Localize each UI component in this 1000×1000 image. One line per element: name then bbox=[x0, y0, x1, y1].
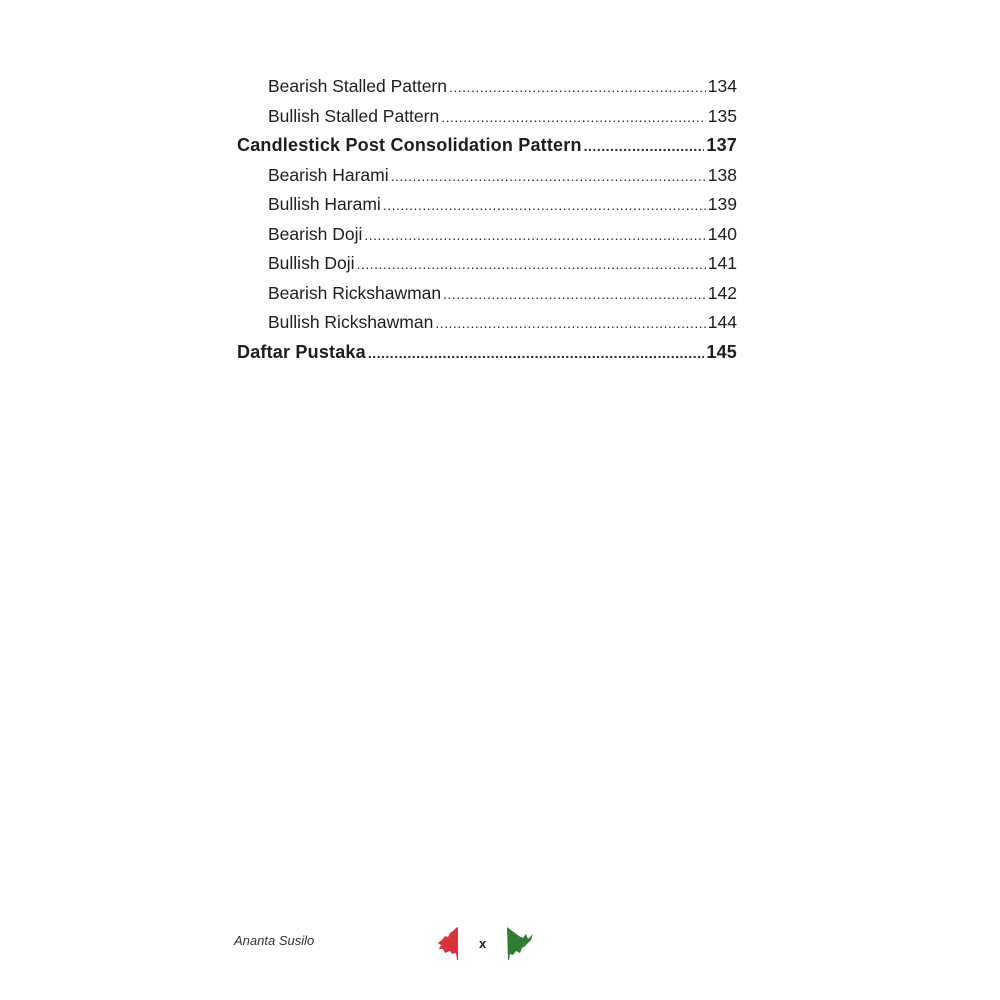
toc-dot-leader bbox=[391, 162, 706, 192]
toc-entry-page: 139 bbox=[707, 194, 737, 214]
toc-entry-page: 141 bbox=[707, 253, 737, 273]
toc-entry-page: 134 bbox=[707, 76, 737, 96]
toc-entry-title: Bullish Rickshawman bbox=[268, 312, 434, 332]
logo-separator: x bbox=[479, 935, 487, 951]
toc-dot-leader bbox=[443, 280, 706, 310]
toc-dot-leader bbox=[435, 309, 705, 339]
toc-entry-page: 144 bbox=[707, 312, 737, 332]
toc-dot-leader bbox=[364, 221, 705, 251]
toc-dot-leader bbox=[357, 250, 706, 280]
toc-entry[interactable] bbox=[237, 190, 737, 220]
toc-entry-title: Bullish Harami bbox=[268, 194, 381, 214]
toc-section-entry[interactable] bbox=[237, 131, 737, 161]
toc-entry-page: 140 bbox=[707, 223, 737, 244]
toc-entry[interactable] bbox=[237, 308, 737, 338]
table-of-contents bbox=[237, 72, 737, 367]
toc-dot-leader bbox=[584, 132, 705, 162]
toc-entry-title: Bearish Stalled Pattern bbox=[268, 76, 447, 96]
toc-entry-title: Bullish Doji bbox=[268, 253, 355, 273]
toc-entry-title: Bearish Rickshawman bbox=[268, 282, 442, 303]
toc-section-title: Daftar Pustaka bbox=[237, 341, 366, 362]
bull-icon bbox=[504, 924, 534, 962]
toc-section-title: Candlestick Post Consolidation Pattern bbox=[237, 135, 582, 155]
footer-author: Ananta Susilo bbox=[234, 933, 315, 948]
toc-entry[interactable] bbox=[237, 102, 737, 132]
toc-entry-title: Bullish Stalled Pattern bbox=[268, 105, 440, 126]
toc-section-page: 145 bbox=[706, 341, 737, 362]
toc-section-entry[interactable] bbox=[237, 338, 737, 368]
toc-entry-page: 138 bbox=[707, 164, 737, 185]
toc-dot-leader bbox=[383, 191, 706, 221]
toc-entry[interactable] bbox=[237, 72, 737, 102]
toc-entry-page: 135 bbox=[707, 105, 737, 126]
toc-entry[interactable] bbox=[237, 249, 737, 279]
toc-entry-page: 142 bbox=[707, 282, 737, 303]
toc-entry[interactable] bbox=[237, 161, 737, 191]
toc-section-page: 137 bbox=[706, 135, 737, 155]
toc-dot-leader bbox=[441, 103, 706, 133]
bear-icon bbox=[437, 924, 461, 962]
toc-entry[interactable] bbox=[237, 279, 737, 309]
footer-logo bbox=[437, 922, 547, 964]
toc-dot-leader bbox=[449, 73, 706, 103]
toc-entry[interactable] bbox=[237, 220, 737, 250]
toc-entry-title: Bearish Harami bbox=[268, 164, 389, 185]
toc-entry-title: Bearish Doji bbox=[268, 223, 363, 244]
toc-dot-leader bbox=[368, 339, 705, 369]
